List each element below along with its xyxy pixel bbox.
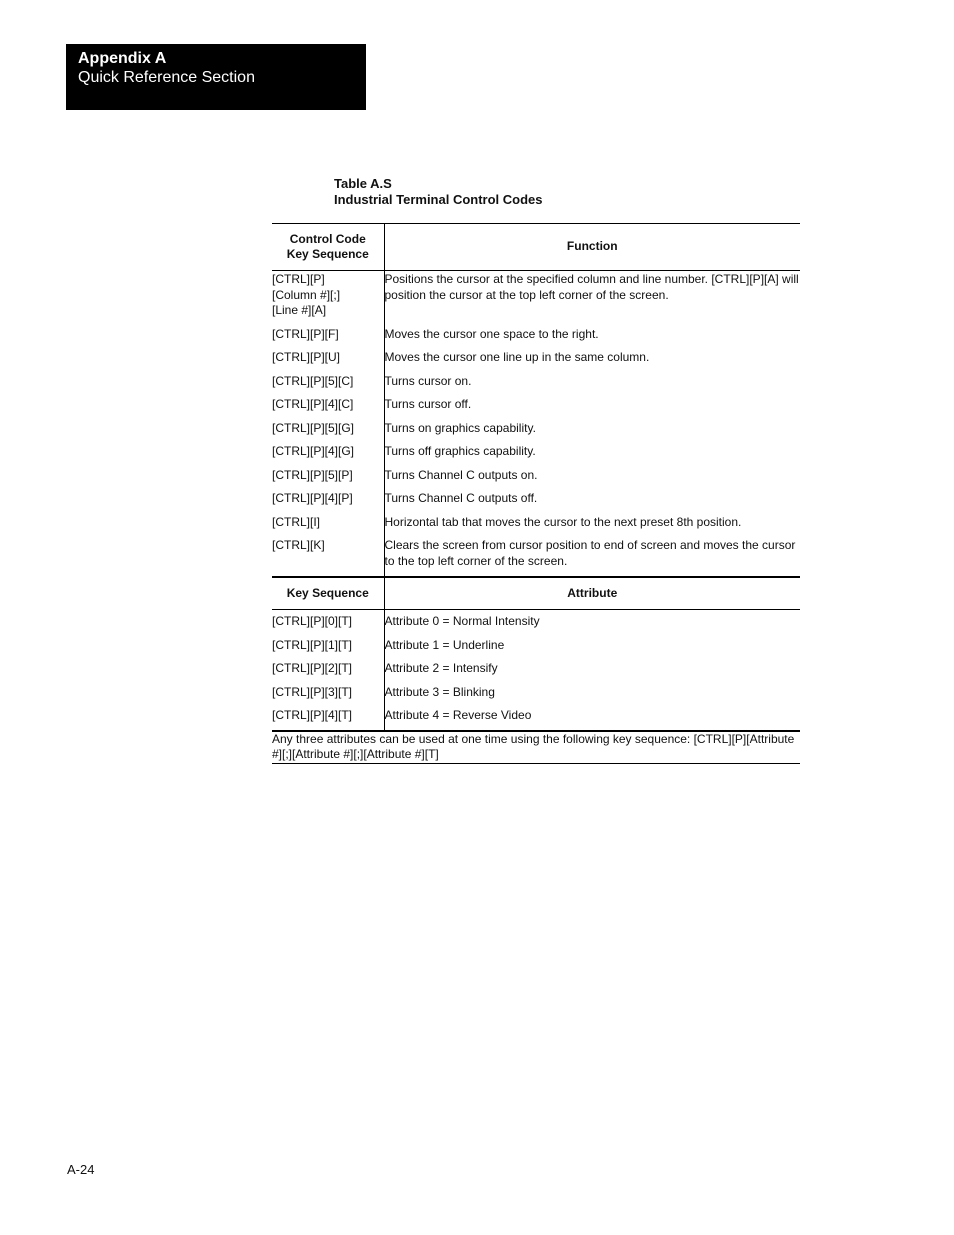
function-cell: Turns cursor on. <box>384 373 472 388</box>
function-cell: Turns cursor off. <box>384 397 472 411</box>
table-number: Table A.S <box>334 176 392 191</box>
header-attribute: Attribute <box>384 577 800 610</box>
key-sequence-cell: [CTRL][P][4][T] <box>272 700 384 731</box>
attribute-rows <box>272 610 800 731</box>
table-caption <box>334 176 543 208</box>
table-row <box>272 530 800 577</box>
attribute-cell: Attribute 4 = Reverse Video <box>384 708 532 722</box>
table-row <box>272 389 800 413</box>
attribute-cell: Attribute 1 = Underline <box>384 637 505 652</box>
attribute-cell: Attribute 2 = Intensify <box>384 661 498 675</box>
key-sequence-cell: [CTRL][P][2][T] <box>272 653 384 677</box>
function-cell: Moves the cursor one space to the right. <box>384 326 599 341</box>
key-sequence-cell: [CTRL][P][5][G] <box>272 413 384 437</box>
header-key-line2: Key Sequence <box>286 247 369 261</box>
key-sequence-cell: [CTRL][P][U] <box>272 342 384 366</box>
key-sequence-cell: [CTRL][P][F] <box>272 319 384 343</box>
key-sequence-cell: [CTRL][P][0][T] <box>272 610 384 630</box>
control-codes-table <box>272 223 800 764</box>
function-cell: Positions the cursor at the specified column and line number. [CTRL][P][A] will position the cursor at the top left corner of the screen. <box>384 272 799 302</box>
key-sequence-cell: [CTRL][P][5][P] <box>272 460 384 484</box>
attribute-cell: Attribute 3 = Blinking <box>384 684 495 699</box>
table-row <box>272 483 800 507</box>
key-sequence-cell: [CTRL][P][4][P] <box>272 483 384 507</box>
table-row <box>272 653 800 677</box>
table-row <box>272 342 800 366</box>
table-row <box>272 700 800 731</box>
function-cell: Horizontal tab that moves the cursor to the next preset 8th position. <box>384 514 742 529</box>
appendix-header <box>66 44 366 110</box>
function-cell: Turns on graphics capability. <box>384 420 536 435</box>
table-row <box>272 677 800 701</box>
header-function: Function <box>384 224 800 271</box>
header-key-sequence <box>272 224 384 271</box>
key-sequence-cell: [CTRL][I] <box>272 507 384 531</box>
section-subtitle: Quick Reference Section <box>78 69 255 86</box>
key-sequence-cell: [CTRL][P][4][C] <box>272 389 384 413</box>
table-row <box>272 507 800 531</box>
table-row <box>272 610 800 630</box>
key-sequence-cell: [CTRL][P] [Column #][;] [Line #][A] <box>272 271 384 319</box>
table-row <box>272 460 800 484</box>
key-sequence-cell: [CTRL][P][1][T] <box>272 630 384 654</box>
function-cell: Turns Channel C outputs on. <box>384 467 538 482</box>
attribute-header-row <box>272 577 800 610</box>
table-title: Industrial Terminal Control Codes <box>334 192 543 207</box>
table-note: Any three attributes can be used at one time using the following key sequence: [CTRL][P][Attribute #][;][Attribute #][;][Attribute #][T] <box>272 731 800 764</box>
table-row <box>272 271 800 319</box>
table-row <box>272 319 800 343</box>
table-header-row <box>272 224 800 271</box>
key-sequence-cell: [CTRL][K] <box>272 530 384 577</box>
attribute-cell: Attribute 0 = Normal Intensity <box>384 614 540 628</box>
page-number: A-24 <box>67 1162 95 1177</box>
note-row <box>272 731 800 764</box>
table-row <box>272 630 800 654</box>
function-cell: Moves the cursor one line up in the same column. <box>384 350 650 364</box>
control-code-rows <box>272 271 800 578</box>
key-sequence-cell: [CTRL][P][3][T] <box>272 677 384 701</box>
function-cell: Turns Channel C outputs off. <box>384 491 538 505</box>
header-attr-key-sequence: Key Sequence <box>272 577 384 610</box>
function-cell: Turns off graphics capability. <box>384 444 536 458</box>
function-cell: Clears the screen from cursor position to end of screen and moves the cursor to the top left corner of the screen. <box>384 538 796 568</box>
header-key-line1: Control Code <box>289 231 366 246</box>
table-row <box>272 366 800 390</box>
key-sequence-cell: [CTRL][P][4][G] <box>272 436 384 460</box>
key-sequence-cell: [CTRL][P][5][C] <box>272 366 384 390</box>
table-row <box>272 413 800 437</box>
table-row <box>272 436 800 460</box>
appendix-title: Appendix A <box>78 50 167 67</box>
